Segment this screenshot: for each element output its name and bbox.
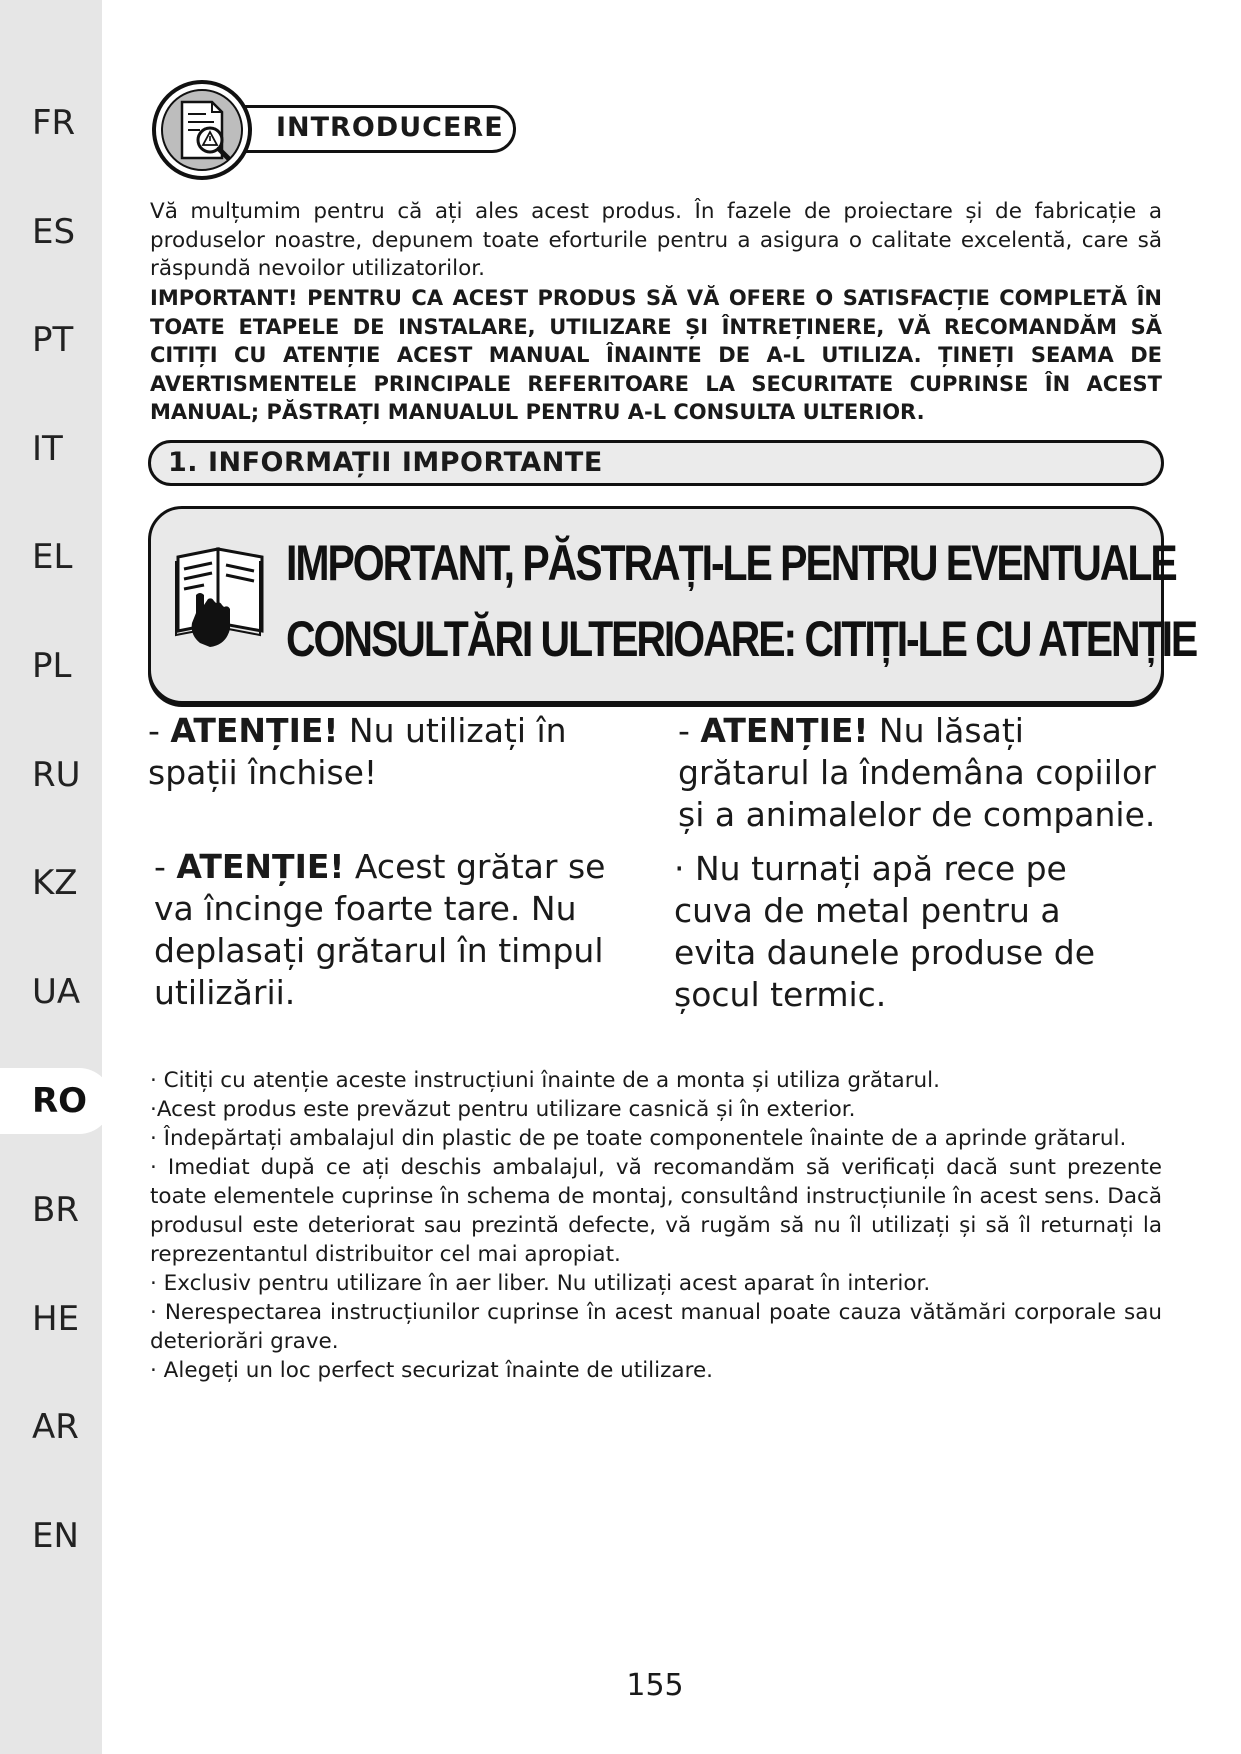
caution-cold-water: [674, 848, 1144, 1016]
intro-paragraph: Vă mulțumim pentru că ați ales acest produs. În fazele de proiectare și de fabricație a produselor noastre, depunem toate eforturile pentru a asigura o calitate excelentă, care să răspundă nevoilor utilizatorilor.: [150, 199, 1162, 281]
lang-tab-en[interactable]: EN: [32, 1516, 79, 1556]
caution-closed-spaces: [148, 710, 588, 794]
bullet-household-use: ·Acest produs este prevăzut pentru utilizare casnică și în exterior.: [150, 1097, 856, 1122]
lang-tab-ar[interactable]: AR: [32, 1407, 79, 1447]
important-notice: IMPORTANT! PENTRU CA ACEST PRODUS SĂ VĂ OFERE O SATISFACȚIE COMPLETĂ ÎN TOATE ETAPELE DE INSTALARE, UTILIZARE ȘI ÎNTREȚINERE, VĂ RECOMANDĂM SĂ CITIȚI CU ATENȚIE ACEST MANUAL ÎNAINTE DE A-L UTILIZA. ȚINEȚI SEAMA DE AVERTISMENTELE PRINCIPALE REFERITOARE LA SECURITATE CUPRINSE ÎN ACEST MANUAL; PĂSTRAȚI MANUALUL PENTRU A-L CONSULTA ULTERIOR.: [150, 286, 1162, 424]
lang-tab-br[interactable]: BR: [32, 1190, 79, 1230]
caution-label: ATENȚIE!: [700, 711, 869, 750]
lang-tab-es[interactable]: ES: [32, 212, 76, 252]
caution-label: ATENȚIE!: [170, 711, 339, 750]
caution-children-pets: [678, 710, 1158, 836]
read-manual-icon: [170, 543, 270, 653]
lang-tab-kz[interactable]: KZ: [32, 863, 78, 903]
lang-tab-pt[interactable]: PT: [32, 320, 74, 360]
caution-prefix: -: [154, 847, 177, 886]
lang-tab-he[interactable]: HE: [32, 1299, 80, 1339]
lang-tab-ru[interactable]: RU: [32, 755, 81, 795]
keep-instructions-line2: CONSULTĂRI ULTERIOARE: CITIȚI-LE CU ATENȚIE: [286, 611, 1197, 667]
language-sidebar: [0, 0, 102, 1754]
bullet-secure-location: · Alegeți un loc perfect securizat înainte de utilizare.: [150, 1358, 714, 1383]
lang-tab-el[interactable]: EL: [32, 537, 73, 577]
document-warning-icon: [150, 78, 254, 182]
bullet-read-instructions: · Citiți cu atenție aceste instrucțiuni înainte de a monta și utiliza grătarul.: [150, 1068, 940, 1093]
intro-header: [150, 78, 520, 182]
caution-label: ATENȚIE!: [176, 847, 345, 886]
caution-text: Nu utilizați în spații închise!: [148, 711, 567, 792]
bullet-outdoor-only: · Exclusiv pentru utilizare în aer liber. Nu utilizați acest aparat în interior.: [150, 1271, 931, 1296]
intro-title: INTRODUCERE: [276, 112, 504, 143]
lang-tab-pl[interactable]: PL: [32, 646, 72, 686]
lang-tab-it[interactable]: IT: [32, 429, 63, 469]
caution-text: · Nu turnați apă rece pe cuva de metal pentru a evita daunele produse de șocul termic.: [674, 849, 1095, 1014]
caution-text: Nu lăsați grătarul la îndemâna copiilor și a animalelor de companie.: [678, 711, 1156, 834]
caution-prefix: -: [678, 711, 701, 750]
bullet-remove-packaging: · Îndepărtați ambalajul din plastic de pe toate componentele înainte de a aprinde grătarul.: [150, 1126, 1127, 1151]
lang-tab-ua[interactable]: UA: [32, 972, 81, 1012]
bullet-check-components: · Imediat după ce ați deschis ambalajul, vă recomandăm să verificați dacă sunt prezente toate elementele cuprinse în schema de montaj, consultând instrucțiunile în acest sens. Dacă produsul este deteriorat sau prezintă defecte, vă rugăm să nu îl utilizați și să îl returnați la reprezentantul distribuitor cel mai apropiat.: [150, 1155, 1162, 1267]
keep-instructions-line1: IMPORTANT, PĂSTRAȚI-LE PENTRU EVENTUALE: [286, 535, 1176, 591]
bullet-non-compliance: · Nerespectarea instrucțiunilor cuprinse în acest manual poate cauza vătămări corporale sau deteriorări grave.: [150, 1300, 1162, 1354]
section-title: 1. INFORMAȚII IMPORTANTE: [168, 447, 603, 478]
caution-prefix: -: [148, 711, 171, 750]
caution-text: Acest grătar se va încinge foarte tare. Nu deplasați grătarul în timpul utilizării.: [154, 847, 606, 1012]
page-number: 155: [626, 1668, 684, 1703]
caution-hot-grill: [154, 846, 614, 1014]
lang-tab-fr[interactable]: FR: [32, 103, 76, 143]
lang-tab-ro-active[interactable]: RO: [0, 1068, 112, 1134]
